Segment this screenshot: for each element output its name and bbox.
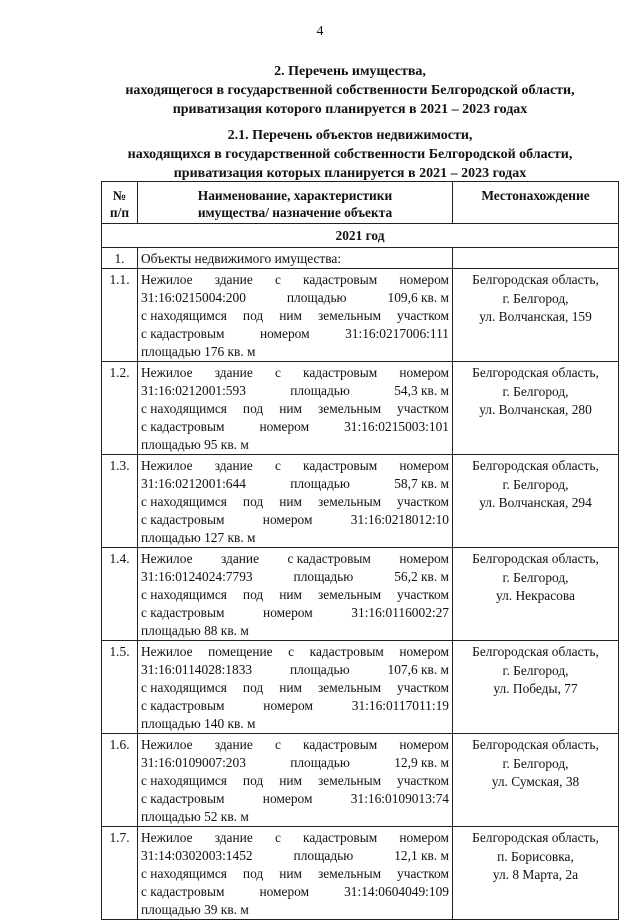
row-description <box>138 641 453 734</box>
description-line <box>141 829 449 847</box>
row-number: 1.4. <box>102 548 138 641</box>
header-name-line: имущества/ назначение объекта <box>197 205 393 220</box>
description-word: номером <box>399 737 449 752</box>
description-word: участком <box>397 587 449 602</box>
description-line <box>141 400 449 418</box>
description-line <box>141 493 449 511</box>
description-word: под <box>242 866 264 881</box>
row-description <box>138 362 453 455</box>
description-line <box>141 457 449 475</box>
header-location <box>453 182 619 224</box>
location-line: Белгородская область, <box>472 365 599 380</box>
description-word: под <box>242 401 264 416</box>
description-word: с находящимся <box>141 680 227 695</box>
location-line: Белгородская область, <box>472 551 599 566</box>
description-line <box>141 715 449 733</box>
section-heading-line: 2. Перечень имущества, <box>274 64 426 79</box>
description-word: кадастровым <box>303 737 378 752</box>
description-word: кадастровым <box>303 272 378 287</box>
property-table <box>101 181 619 920</box>
description-line <box>141 790 449 808</box>
row-description <box>138 269 453 362</box>
table-row <box>102 734 619 827</box>
description-word: 31:16:0117011:19 <box>351 698 449 713</box>
description-word: площадью 88 кв. м <box>141 623 249 638</box>
description-word: здание <box>214 737 253 752</box>
description-word: с <box>274 458 281 473</box>
description-word: 54,3 кв. м <box>394 383 449 398</box>
location-line: ул. Волчанская, 294 <box>479 495 592 510</box>
subsection-heading-line: приватизация которых планируется в 2021 – 2023 годах <box>173 166 527 181</box>
description-word: с находящимся <box>141 401 227 416</box>
description-word: 31:16:0124024:7793 <box>141 569 253 584</box>
description-word: с <box>274 737 281 752</box>
description-word: под <box>242 587 264 602</box>
description-word: кадастровым <box>303 365 378 380</box>
description-word: 109,6 кв. м <box>387 290 449 305</box>
description-word: под <box>242 494 264 509</box>
header-name-line: Наименование, характеристики <box>197 188 393 203</box>
description-word: 31:16:0218012:10 <box>350 512 449 527</box>
description-word: номером <box>259 884 310 899</box>
description-word: площадью <box>290 755 350 770</box>
description-word: земельным <box>317 773 382 788</box>
description-word: 31:16:0212001:644 <box>141 476 246 491</box>
subsection-heading-line: находящихся в государственной собственности Белгородской области, <box>127 147 573 162</box>
description-word: с кадастровым <box>141 698 225 713</box>
description-word: с кадастровым <box>141 419 225 434</box>
description-word: 31:16:0109013:74 <box>350 791 449 806</box>
location-line: Белгородская область, <box>472 272 599 287</box>
description-word: ним <box>279 773 302 788</box>
description-word: площадью 127 кв. м <box>141 530 256 545</box>
description-word: номером <box>399 644 449 659</box>
description-line <box>141 307 449 325</box>
row-location <box>453 548 619 641</box>
description-word: 58,7 кв. м <box>394 476 449 491</box>
row-location <box>453 269 619 362</box>
row-number: 1.1. <box>102 269 138 362</box>
location-line: г. Белгород, <box>502 290 569 306</box>
location-line: Белгородская область, <box>472 737 599 752</box>
description-word: с кадастровым <box>141 512 225 527</box>
description-word: 31:16:0217006:111 <box>345 326 449 341</box>
location-line: г. Белгород, <box>502 569 569 585</box>
description-word: 31:14:0302003:1452 <box>141 848 253 863</box>
header-location-line: Местонахождение <box>481 188 590 203</box>
description-word: ним <box>279 494 302 509</box>
row-description <box>138 827 453 920</box>
description-word: номером <box>399 830 449 845</box>
description-line <box>141 418 449 436</box>
description-word: участком <box>397 866 449 881</box>
row-number: 1.2. <box>102 362 138 455</box>
description-word: под <box>242 773 264 788</box>
table-header-row <box>102 182 619 224</box>
section-heading-line: приватизация которого планируется в 2021 – 2023 годах <box>172 102 528 117</box>
description-word: номером <box>259 419 310 434</box>
description-word: площадью 95 кв. м <box>141 437 249 452</box>
description-line <box>141 883 449 901</box>
description-word: 56,2 кв. м <box>394 569 449 584</box>
description-word: 107,6 кв. м <box>387 662 449 677</box>
description-word: с находящимся <box>141 866 227 881</box>
table-row <box>102 827 619 920</box>
description-word: земельным <box>317 494 382 509</box>
description-word: 31:14:0604049:109 <box>344 884 449 899</box>
description-word: здание <box>214 272 253 287</box>
description-word: земельным <box>317 401 382 416</box>
row-number: 1.6. <box>102 734 138 827</box>
description-line <box>141 550 449 568</box>
row-location <box>453 734 619 827</box>
description-line <box>141 679 449 697</box>
description-line <box>141 586 449 604</box>
description-word: номером <box>263 605 313 620</box>
description-word: участком <box>397 494 449 509</box>
location-line: г. Белгород, <box>502 755 569 771</box>
description-word: здание <box>220 551 260 566</box>
description-word: кадастровым <box>303 830 378 845</box>
description-line <box>141 754 449 772</box>
description-line <box>141 475 449 493</box>
description-word: номером <box>399 365 449 380</box>
description-word: номером <box>262 512 313 527</box>
description-word: номером <box>262 791 313 806</box>
row-description <box>138 734 453 827</box>
table-row <box>102 269 619 362</box>
section-heading <box>60 62 640 119</box>
table-row <box>102 548 619 641</box>
row-description <box>138 455 453 548</box>
description-word: ним <box>279 401 302 416</box>
description-word: ним <box>279 680 302 695</box>
description-word: 31:16:0215003:101 <box>344 419 449 434</box>
description-word: с находящимся <box>141 587 227 602</box>
description-word: номером <box>399 458 449 473</box>
row-number: 1.5. <box>102 641 138 734</box>
description-word: с кадастровым <box>141 884 225 899</box>
group-location <box>453 248 619 269</box>
header-number-line: п/п <box>109 205 130 220</box>
subsection-heading <box>60 126 640 183</box>
description-line <box>141 289 449 307</box>
description-word: номером <box>399 551 449 566</box>
description-word: с кадастровым <box>141 326 225 341</box>
description-word: площадью <box>286 290 347 305</box>
description-line <box>141 661 449 679</box>
location-line: ул. 8 Марта, 2а <box>492 867 579 882</box>
description-line <box>141 865 449 883</box>
row-location <box>453 641 619 734</box>
description-line <box>141 697 449 715</box>
description-word: номером <box>399 272 449 287</box>
description-line <box>141 772 449 790</box>
description-word: Нежилое <box>141 458 193 473</box>
description-word: под <box>242 308 264 323</box>
description-word: 12,9 кв. м <box>394 755 449 770</box>
description-line <box>141 568 449 586</box>
description-word: кадастровым <box>303 458 378 473</box>
description-word: номером <box>259 326 310 341</box>
description-word: под <box>242 680 264 695</box>
description-line <box>141 736 449 754</box>
description-word: кадастровым <box>309 644 384 659</box>
description-word: с <box>274 365 281 380</box>
description-line <box>141 622 449 640</box>
description-line <box>141 901 449 919</box>
table-row <box>102 362 619 455</box>
location-line: п. Борисовка, <box>497 848 574 864</box>
description-word: земельным <box>317 680 382 695</box>
description-word: с находящимся <box>141 773 227 788</box>
description-line <box>141 643 449 661</box>
description-line <box>141 436 449 454</box>
group-name: Объекты недвижимого имущества: <box>138 248 453 269</box>
description-word: участком <box>397 401 449 416</box>
description-line <box>141 343 449 361</box>
description-word: Нежилое <box>141 365 193 380</box>
row-number: 1.7. <box>102 827 138 920</box>
description-word: площадью <box>290 476 350 491</box>
description-word: площадью 52 кв. м <box>141 809 249 824</box>
description-word: Нежилое <box>141 644 193 659</box>
description-word: площадью <box>293 848 354 863</box>
description-line <box>141 364 449 382</box>
description-word: здание <box>214 365 253 380</box>
row-number: 1.3. <box>102 455 138 548</box>
description-word: помещение <box>208 644 273 659</box>
description-word: с кадастровым <box>141 791 225 806</box>
location-line: ул. Волчанская, 280 <box>479 402 592 417</box>
subsection-heading-line: 2.1. Перечень объектов недвижимости, <box>227 128 473 143</box>
description-word: площадью 140 кв. м <box>141 716 256 731</box>
table-row <box>102 641 619 734</box>
location-line: г. Белгород, <box>502 476 569 492</box>
description-word: земельным <box>317 587 382 602</box>
header-number-line: № <box>112 188 127 203</box>
description-word: 31:16:0114028:1833 <box>141 662 253 677</box>
row-location <box>453 827 619 920</box>
description-line <box>141 271 449 289</box>
description-word: участком <box>397 773 449 788</box>
header-number <box>102 182 138 224</box>
page-number: 4 <box>316 24 324 39</box>
description-word: 31:16:0215004:200 <box>141 290 246 305</box>
location-line: ул. Некрасова <box>496 588 575 603</box>
group-number: 1. <box>102 248 138 269</box>
description-word: с кадастровым <box>141 605 225 620</box>
year-label: 2021 год <box>102 224 619 248</box>
location-line: ул. Волчанская, 159 <box>479 309 592 324</box>
row-location <box>453 362 619 455</box>
description-word: с <box>288 644 295 659</box>
location-line: ул. Победы, 77 <box>493 681 578 696</box>
header-name <box>138 182 453 224</box>
description-line <box>141 382 449 400</box>
description-word: здание <box>214 830 253 845</box>
description-word: земельным <box>317 308 382 323</box>
description-line <box>141 808 449 826</box>
description-line <box>141 529 449 547</box>
description-word: ним <box>279 866 302 881</box>
description-word: с кадастровым <box>287 551 371 566</box>
description-word: ним <box>279 587 302 602</box>
location-line: Белгородская область, <box>472 644 599 659</box>
description-word: Нежилое <box>141 737 193 752</box>
row-description <box>138 548 453 641</box>
description-line <box>141 325 449 343</box>
description-word: Нежилое <box>141 272 193 287</box>
description-word: 31:16:0212001:593 <box>141 383 246 398</box>
description-line <box>141 847 449 865</box>
row-location <box>453 455 619 548</box>
description-word: площадью <box>289 662 350 677</box>
description-word: 31:16:0109007:203 <box>141 755 246 770</box>
location-line: Белгородская область, <box>472 830 599 845</box>
location-line: г. Белгород, <box>502 383 569 399</box>
description-line <box>141 511 449 529</box>
description-word: земельным <box>317 866 382 881</box>
description-word: с находящимся <box>141 308 227 323</box>
description-word: участком <box>397 680 449 695</box>
description-word: Нежилое <box>141 830 193 845</box>
description-word: 12,1 кв. м <box>394 848 449 863</box>
description-word: площадью 176 кв. м <box>141 344 256 359</box>
year-row <box>102 224 619 248</box>
description-word: с находящимся <box>141 494 227 509</box>
description-word: здание <box>214 458 253 473</box>
description-word: Нежилое <box>141 551 193 566</box>
description-word: с <box>274 272 281 287</box>
location-line: ул. Сумская, 38 <box>491 774 580 789</box>
group-row <box>102 248 619 269</box>
description-word: участком <box>397 308 449 323</box>
location-line: г. Белгород, <box>502 662 569 678</box>
table-row <box>102 455 619 548</box>
description-word: площадью <box>293 569 354 584</box>
location-line: Белгородская область, <box>472 458 599 473</box>
section-heading-line: находящегося в государственной собственности Белгородской области, <box>125 83 575 98</box>
description-word: площадью 39 кв. м <box>141 902 249 917</box>
description-word: с <box>274 830 281 845</box>
description-word: ним <box>279 308 302 323</box>
description-word: 31:16:0116002:27 <box>351 605 449 620</box>
description-word: площадью <box>290 383 350 398</box>
description-word: номером <box>263 698 313 713</box>
description-line <box>141 604 449 622</box>
